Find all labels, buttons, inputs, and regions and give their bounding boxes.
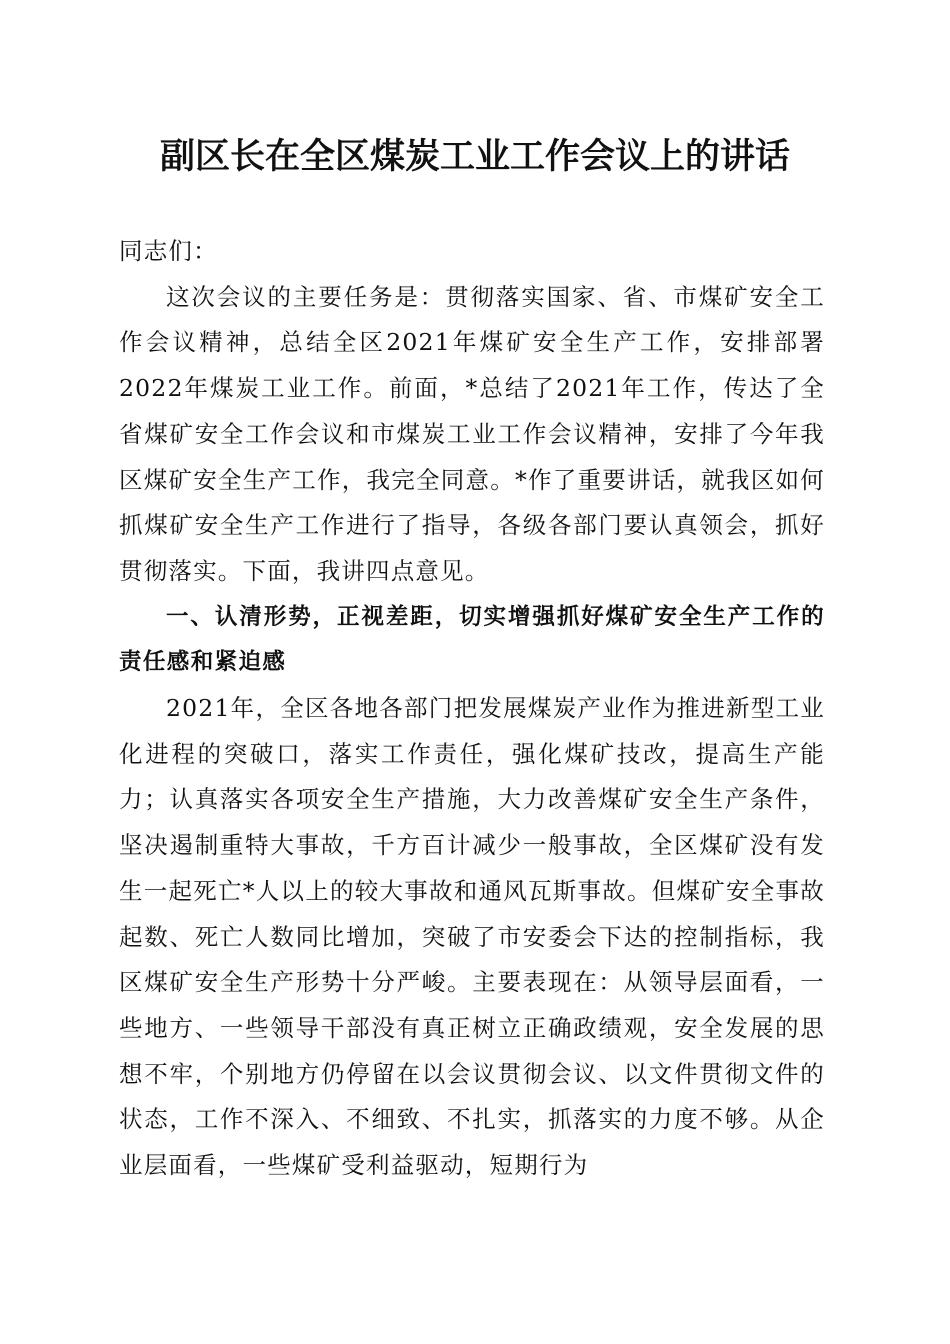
document-body xyxy=(119,229,825,1189)
paragraph-section-1: 2021年，全区各地各部门把发展煤炭产业作为推进新型工业化进程的突破口，落实工作责任，强化煤矿技改，提高生产能力；认真落实各项安全生产措施，大力改善煤矿安全生产条件，坚决遏制重特大事故，千方百计减少一般事故，全区煤矿没有发生一起死亡*人以上的较大事故和通风瓦斯事故。但煤矿安全事故起数、死亡人数同比增加，突破了市安委会下达的控制指标，我区煤矿安全生产形势十分严峻。主要表现在：从领导层面看，一些地方、一些领导干部没有真正树立正确政绩观，安全发展的思想不牢，个别地方仍停留在以会议贯彻会议、以文件贯彻文件的状态，工作不深入、不细致、不扎实，抓落实的力度不够。从企业层面看，一些煤矿受利益驱动，短期行为 xyxy=(119,694,825,1180)
document-title: 副区长在全区煤炭工业工作会议上的讲话 xyxy=(159,136,790,177)
paragraph-intro: 这次会议的主要任务是：贯彻落实国家、省、市煤矿安全工作会议精神，总结全区2021年煤矿安全生产工作，安排部署2022年煤炭工业工作。前面，*总结了2021年工作，传达了全省煤矿安全工作会议和市煤炭工业工作会议精神，安排了今年我区煤矿安全生产工作，我完全同意。*作了重要讲话，就我区如何抓煤矿安全生产工作进行了指导，各级各部门要认真领会，抓好贯彻落实。下面，我讲四点意见。 xyxy=(119,282,825,585)
salutation: 同志们： xyxy=(119,237,218,265)
section-heading-1: 一、认清形势，正视差距，切实增强抓好煤矿安全生产工作的责任感和紧迫感 xyxy=(119,603,825,676)
